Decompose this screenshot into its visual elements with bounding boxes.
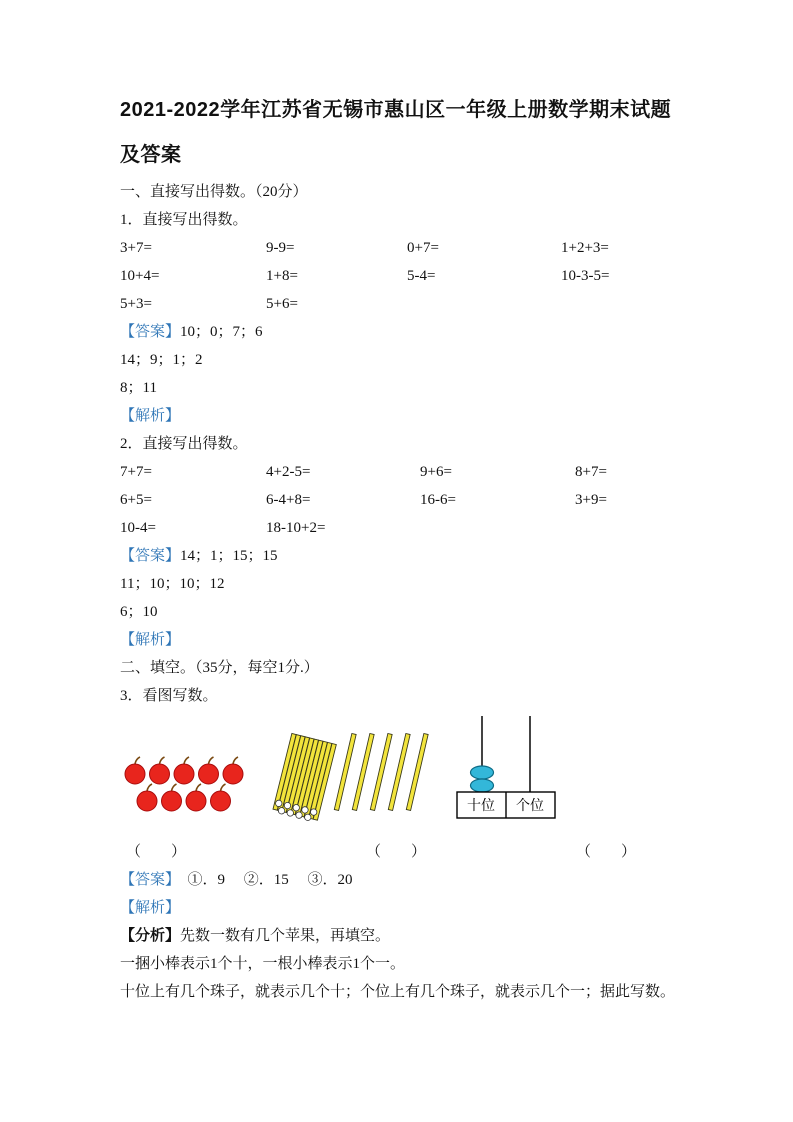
- math-expression: 5-4=: [407, 268, 436, 284]
- answer-tag: 【答案】: [120, 872, 173, 888]
- q1-analysis-heading: [120, 402, 679, 430]
- abacus-image: [450, 716, 562, 820]
- single-stick-icon: [334, 734, 356, 811]
- q2-answer-line-1: [120, 542, 679, 570]
- q1-problem-row-2: [120, 262, 679, 290]
- single-stick-icon: [370, 734, 392, 811]
- math-expression: 6-4+8=: [266, 492, 311, 508]
- math-expression: 10-3-5=: [561, 268, 610, 284]
- apple-icon: [125, 757, 145, 784]
- math-expression: 5+6=: [266, 296, 298, 312]
- q1-label: 1．直接写出得数。: [120, 212, 248, 228]
- answer-blanks-row: [120, 838, 679, 866]
- math-expression: 3+9=: [575, 492, 607, 508]
- q2-problem-row-3: [120, 514, 679, 542]
- section1-heading: 一、直接写出得数。（20分）: [120, 184, 308, 200]
- apple-icon: [174, 757, 194, 784]
- abacus-ones-label: 个位: [516, 799, 544, 814]
- math-expression: 1+8=: [266, 268, 298, 284]
- q2-problem-row-2: [120, 486, 679, 514]
- math-expression: 10-4=: [120, 520, 156, 536]
- q1-problem-row-3: [120, 290, 679, 318]
- math-expression: [575, 514, 679, 542]
- q3-figure: [120, 716, 679, 834]
- math-expression: 6+5=: [120, 492, 152, 508]
- q1-answer-line-1: [120, 318, 679, 346]
- q1-answer-line-3: 8；11: [120, 380, 157, 396]
- apples-image: [122, 756, 250, 816]
- q2-answer-line-2: 11；10；10；12: [120, 576, 225, 592]
- math-expression: 4+2-5=: [266, 464, 311, 480]
- q2-analysis-heading: [120, 626, 679, 654]
- apple-icon: [162, 784, 182, 811]
- math-expression: 5+3=: [120, 296, 152, 312]
- math-expression: 3+7=: [120, 240, 152, 256]
- answer-blank-3: （ ）: [576, 844, 637, 860]
- math-expression: 16-6=: [420, 492, 456, 508]
- apple-icon: [137, 784, 157, 811]
- abacus-bead-icon: [471, 779, 494, 792]
- math-expression: 9-9=: [266, 240, 295, 256]
- analysis-tag: 【解析】: [120, 632, 181, 648]
- math-expression: [420, 514, 575, 542]
- answer-blank-2: （ ）: [366, 844, 427, 860]
- answer-tag: 【答案】: [120, 548, 181, 564]
- apple-icon: [150, 757, 170, 784]
- q2-label: 2．直接写出得数。: [120, 436, 248, 452]
- analysis-tag: 【解析】: [120, 900, 181, 916]
- math-expression: 18-10+2=: [266, 520, 326, 536]
- q3-answer-line: [120, 866, 679, 894]
- section2-heading: 二、填空。（35分，每空1分.）: [120, 660, 319, 676]
- q3-label: 3．看图写数。: [120, 688, 218, 704]
- sticks-image: [270, 730, 430, 822]
- answer-values: ①．9 ②．15 ③．20: [172, 872, 353, 888]
- answer-blank-1: （ ）: [126, 844, 187, 860]
- math-expression: [561, 290, 679, 318]
- q1-answer-line-2: 14；9；1；2: [120, 352, 203, 368]
- single-stick-icon: [352, 734, 374, 811]
- apple-icon: [199, 757, 219, 784]
- math-expression: 9+6=: [420, 464, 452, 480]
- q2-answer-line-3: 6；10: [120, 604, 158, 620]
- abacus-bead-icon: [471, 766, 494, 779]
- single-stick-icon: [406, 734, 428, 811]
- answer-values: 14；1；15；15: [180, 548, 278, 564]
- math-expression: 1+2+3=: [561, 240, 609, 256]
- page-title: 2021-2022学年江苏省无锡市惠山区一年级上册数学期末试题及答案: [120, 99, 672, 166]
- math-expression: 10+4=: [120, 268, 160, 284]
- q1-problem-row-1: [120, 234, 679, 262]
- stick-bundle-icon: [272, 733, 336, 822]
- abacus-tens-label: 十位: [467, 799, 495, 814]
- q3-analysis-line-1: [120, 922, 679, 950]
- q3-analysis-line-3: 十位上有几个珠子，就表示几个十；个位上有几个珠子，就表示几个一；据此写数。: [120, 984, 676, 1000]
- apple-icon: [186, 784, 206, 811]
- apple-icon: [223, 757, 243, 784]
- math-expression: 8+7=: [575, 464, 607, 480]
- math-expression: [407, 290, 561, 318]
- math-expression: 7+7=: [120, 464, 152, 480]
- single-stick-icon: [388, 734, 410, 811]
- math-expression: 0+7=: [407, 240, 439, 256]
- answer-tag: 【答案】: [120, 324, 181, 340]
- apple-icon: [211, 784, 231, 811]
- answer-values: 10；0；7；6: [180, 324, 263, 340]
- q2-problem-row-1: [120, 458, 679, 486]
- q3-analysis-heading: [120, 894, 679, 922]
- q3-analysis-line-2: 一捆小棒表示1个十，一根小棒表示1个一。: [120, 956, 406, 972]
- fenxi-tag: 【分析】: [120, 928, 181, 944]
- analysis-tag: 【解析】: [120, 408, 181, 424]
- analysis-text: 先数一数有几个苹果，再填空。: [180, 928, 391, 944]
